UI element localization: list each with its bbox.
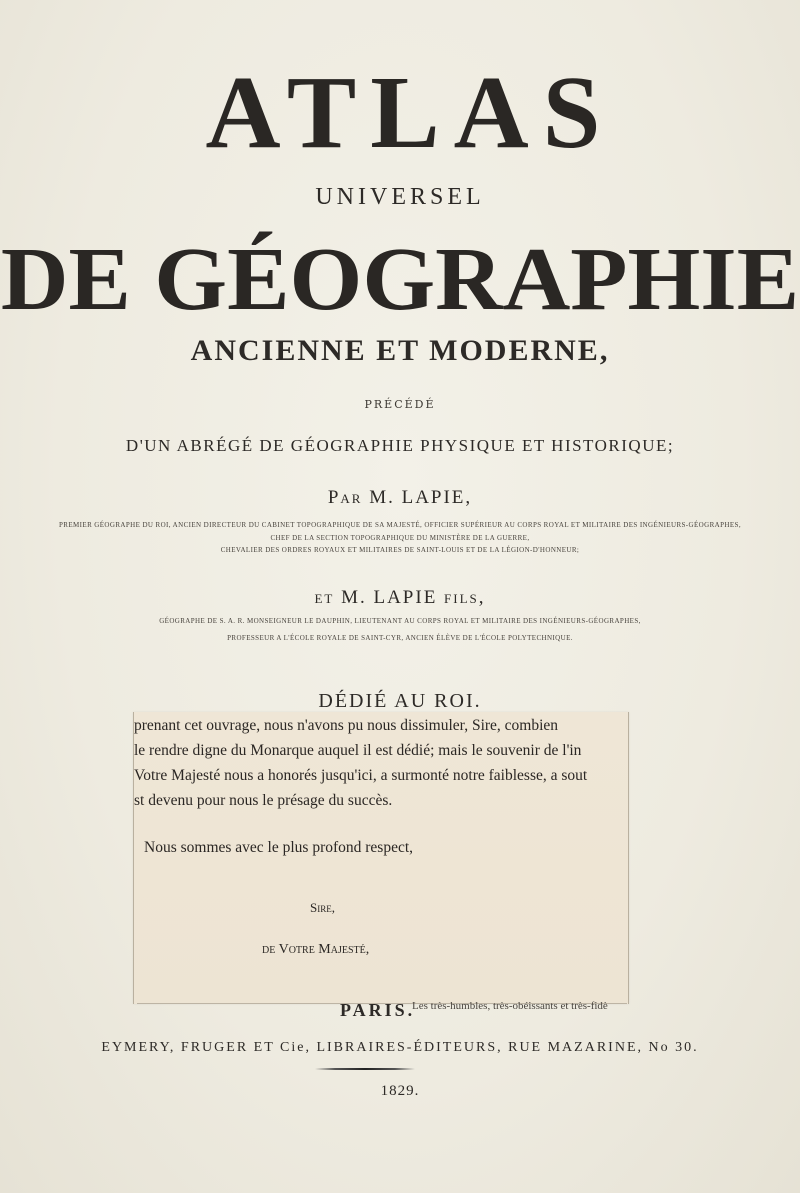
pasted-dedication-slip [133, 712, 629, 1004]
closing-formula: Les très-humbles, très-obéissants et très-fidè [412, 1000, 608, 1012]
title-atlas: ATLAS [205, 55, 615, 170]
author-2-credit: PROFESSEUR A L'ÉCOLE ROYALE DE SAINT-CYR, ANCIEN ÉLÈVE DE L'ÉCOLE POLYTECHNIQUE. [227, 634, 573, 642]
dedication-line: Votre Majesté nous a honorés jusqu'ici, a surmonté notre faiblesse, a sout [134, 767, 588, 784]
publication-year: 1829. [380, 1083, 420, 1099]
dedication-heading: DÉDIÉ AU ROI. [318, 690, 482, 712]
dedication-line: Nous sommes avec le plus profond respect, [144, 839, 414, 856]
dedication-line: prenant cet ouvrage, nous n'avons pu nous dissimuler, Sire, combien [134, 717, 559, 734]
ornament-rule [315, 1068, 415, 1070]
precede-label: PRÉCÉDÉ [364, 398, 436, 411]
abrege-line: D'UN ABRÉGÉ DE GÉOGRAPHIE PHYSIQUE ET HISTORIQUE; [125, 436, 675, 455]
author-2-credit: GÉOGRAPHE DE S. A. R. MONSEIGNEUR LE DAUPHIN, LIEUTENANT AU CORPS ROYAL ET MILITAIRE DES INGÉNIEURS-GÉOGRAPHES, [159, 617, 641, 625]
author-1: Par M. LAPIE, [327, 487, 473, 508]
dedication-line: st devenu pour nous le présage du succès. [134, 792, 393, 809]
dedication-line: le rendre digne du Monarque auquel il est dédié; mais le souvenir de l'in [134, 742, 582, 759]
author-2: et M. LAPIE fils, [314, 587, 486, 608]
publisher-line: EYMERY, FRUGER ET Cie, LIBRAIRES-ÉDITEURS, RUE MAZARINE, No 30. [101, 1040, 699, 1055]
subtitle-universel: UNIVERSEL [315, 184, 485, 210]
qualifier-ancienne-moderne: ANCIENNE ET MODERNE, [190, 334, 610, 367]
author-1-credit: CHEVALIER DES ORDRES ROYAUX ET MILITAIRES DE SAINT-LOUIS ET DE LA LÉGION-D'HONNEUR; [220, 546, 580, 554]
dedication-line: Sire, [310, 900, 335, 915]
main-title-geographie: DE GÉOGRAPHIE [0, 230, 800, 329]
author-1-credit: CHEF DE LA SECTION TOPOGRAPHIQUE DU MINISTÈRE DE LA GUERRE, [270, 534, 530, 542]
author-1-credit: PREMIER GÉOGRAPHE DU ROI, ANCIEN DIRECTEUR DU CABINET TOPOGRAPHIQUE DE SA MAJESTÉ, OFFICIER SUPÉRIEUR AU CORPS ROYAL ET MILITAIRE DES INGÉNIEURS-GÉOGRAPHES, [59, 521, 741, 529]
dedication-line: de Votre Majesté, [262, 942, 370, 957]
city-paris: PARIS. [340, 1000, 416, 1020]
